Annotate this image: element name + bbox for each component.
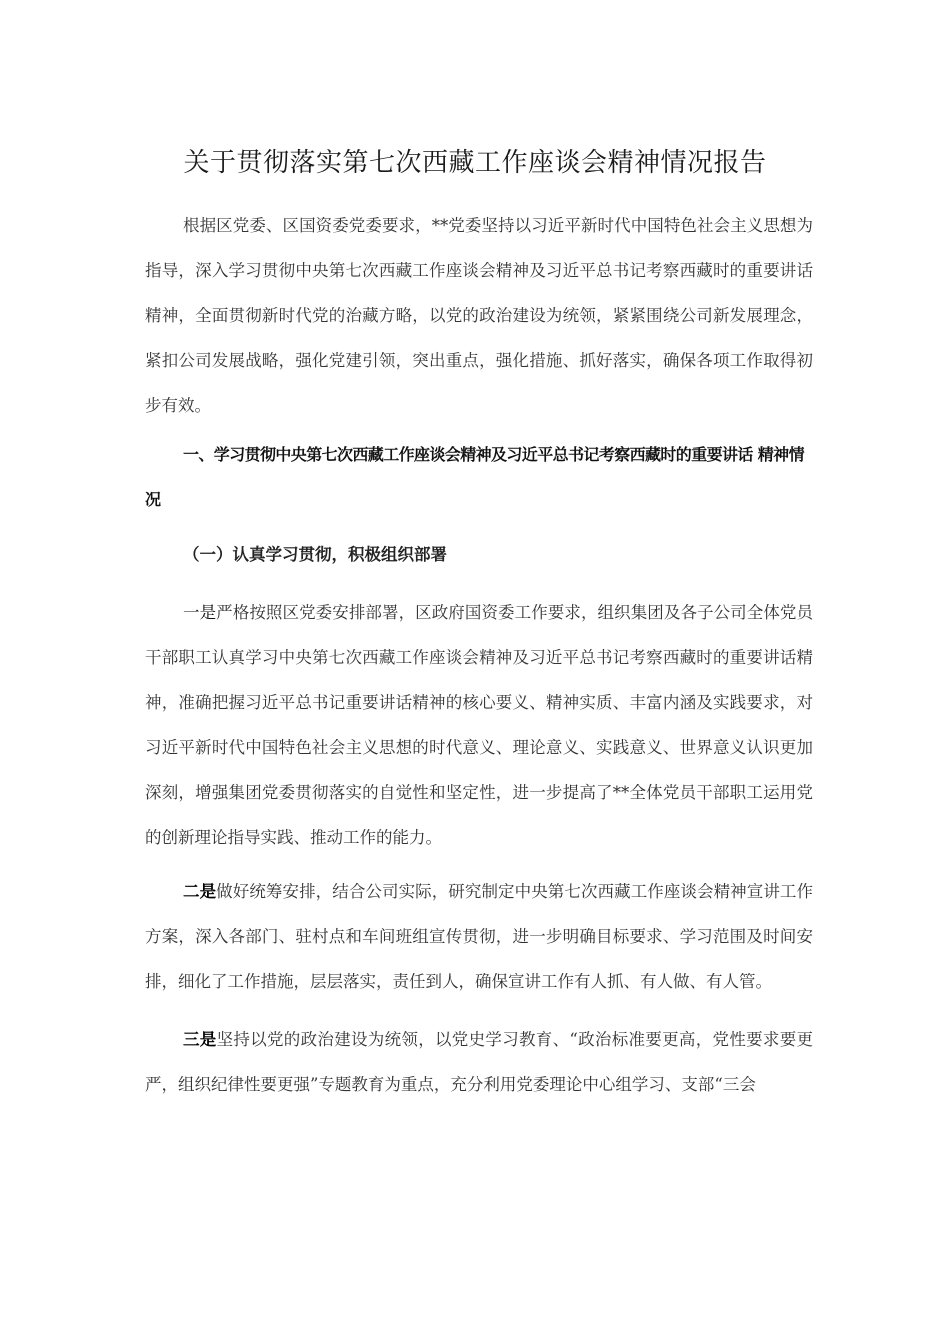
item-text-1: 严格按照区党委安排部署，区政府国资委工作要求，组织集团及各子公司全体党员干部职工认真学习中央第七次西藏工作座谈会精神及习近平总书记考察西藏时的重要讲话精神，准确把握习近平总书记重要讲话精神的核心要义、精神实质、丰富内涵及实践要求，对习近平新时代中国特色社会主义思想的时代意义、理论意义、实践意义、世界意义认识更加深刻，增强集团党委贯彻落实的自觉性和坚定性，进一步提高了**全体党员干部职工运用党的创新理论指导实践、推动工作的能力。 xyxy=(145,603,814,847)
item-text-3: 坚持以党的政治建设为统领，以党史学习教育、“政治标准要更高，党性要求要更严，组织纪律性要更强”专题教育为重点，充分利用党委理论中心组学习、支部“三会 xyxy=(145,1030,814,1094)
item-lead-3: 三是 xyxy=(183,1030,217,1049)
section-1-heading: 一、学习贯彻中央第七次西藏工作座谈会精神及习近平总书记考察西藏时的重要讲话 精神情况 xyxy=(145,445,804,509)
item-lead-2: 二是 xyxy=(183,882,217,901)
document-title: 关于贯彻落实第七次西藏工作座谈会精神情况报告 xyxy=(183,148,767,178)
item-paragraph-2 xyxy=(145,869,813,1004)
item-lead-1: 一是 xyxy=(183,603,217,622)
intro-paragraph: 根据区党委、区国资委党委要求，**党委坚持以习近平新时代中国特色社会主义思想为指导，深入学习贯彻中央第七次西藏工作座谈会精神及习近平总书记考察西藏时的重要讲话精神，全面贯彻新时代党的治藏方略，以党的政治建设为统领，紧紧围绕公司新发展理念，紧扣公司发展战略，强化党建引领，突出重点，强化措施、抓好落实，确保各项工作取得初步有效。 xyxy=(145,216,813,415)
item-paragraph-3 xyxy=(145,1017,813,1107)
item-text-2: 做好统筹安排，结合公司实际，研究制定中央第七次西藏工作座谈会精神宣讲工作方案，深入各部门、驻村点和车间班组宣传贯彻，进一步明确目标要求、学习范围及时间安排，细化了工作措施，层层落实，责任到人，确保宣讲工作有人抓、有人做、有人管。 xyxy=(145,882,814,991)
subsection-1-heading: （一）认真学习贯彻，积极组织部署 xyxy=(183,545,447,564)
item-paragraph-1 xyxy=(145,590,813,860)
